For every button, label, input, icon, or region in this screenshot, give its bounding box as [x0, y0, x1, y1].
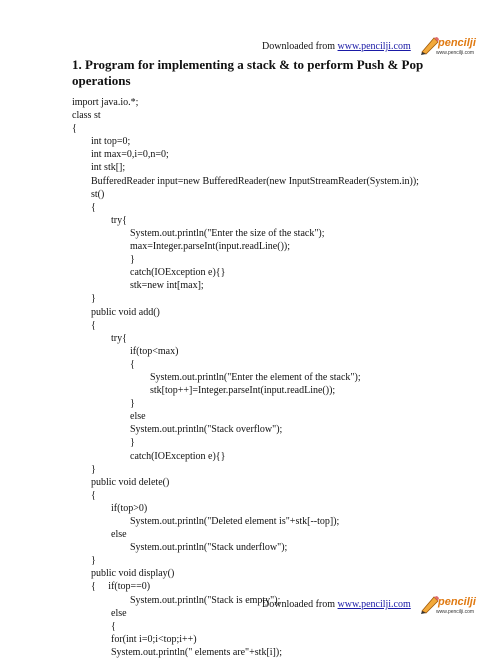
code-line: System.out.println("Stack overflow"); [130, 424, 283, 436]
page-title: 1. Program for implementing a stack & to perform Push & Pop operations [72, 57, 424, 88]
code-line: catch(IOException e){} [130, 267, 226, 279]
code-line: stk[top++]=Integer.parseInt(input.readLine()); [150, 385, 336, 397]
code-line: System.out.println(" elements are"+stk[i]); [111, 646, 282, 658]
code-line: catch(IOException e){} [130, 450, 226, 462]
footer-download-prefix: Downloaded from [262, 599, 338, 610]
code-line: System.out.println("Enter the size of the stack"); [130, 227, 325, 239]
footer-logo-brand: pencilji [438, 596, 476, 608]
code-line: { [91, 489, 96, 501]
code-line: } [130, 398, 135, 410]
header-logo-brand: pencilji [438, 37, 476, 49]
code-line: try{ [111, 214, 127, 226]
code-line: { [130, 358, 135, 370]
code-line: max=Integer.parseInt(input.readLine()); [130, 241, 291, 253]
code-line: for(int i=0;i<top;i++) [111, 633, 197, 645]
footer-download-note [262, 599, 411, 610]
code-line: if(top>0) [111, 502, 148, 514]
code-line: } [91, 555, 96, 567]
code-line: if(top<max) [130, 345, 179, 357]
code-line: public void display() [91, 568, 175, 580]
code-line: try{ [111, 332, 127, 344]
code-line: st() [91, 188, 105, 200]
code-line: } [91, 293, 96, 305]
code-line: System.out.println("Stack underflow"); [130, 542, 288, 554]
code-line: int stk[]; [91, 162, 126, 174]
code-line: else [111, 529, 127, 541]
code-line: { if(top==0) [91, 581, 151, 593]
header-download-prefix: Downloaded from [262, 41, 338, 52]
code-line: int max=0,i=0,n=0; [91, 149, 169, 161]
code-line: System.out.println("Deleted element is"+stk[--top]); [130, 516, 340, 527]
header-logo-url: www.pencilji.com [436, 50, 475, 56]
code-line: } [130, 437, 135, 449]
code-line: { [91, 319, 96, 331]
code-line: class st [72, 110, 101, 122]
header-site-link[interactable]: www.pencilji.com [337, 41, 411, 52]
code-line: import java.io.*; [72, 97, 139, 108]
header-download-note [262, 41, 411, 52]
code-line: { [91, 201, 96, 213]
code-line: } [91, 463, 96, 475]
code-line: } [130, 254, 135, 266]
footer-logo-url: www.pencilji.com [436, 609, 475, 615]
code-line: System.out.println("Enter the element of the stack"); [150, 371, 361, 383]
code-line: { [72, 123, 77, 135]
code-listing [72, 96, 419, 659]
code-line: System.out.println("Stack is empty"); [130, 594, 281, 606]
code-line: { [111, 620, 116, 632]
code-line: else [130, 411, 146, 423]
code-line: public void add() [91, 306, 160, 318]
footer-site-link[interactable]: www.pencilji.com [337, 599, 411, 610]
code-line: BufferedReader input=new BufferedReader(new InputStreamReader(System.in)); [91, 175, 419, 187]
code-line: public void delete() [91, 476, 170, 488]
code-line: int top=0; [91, 136, 131, 148]
code-line: else [111, 607, 127, 619]
footer-logo[interactable] [420, 593, 476, 619]
code-line: stk=new int[max]; [130, 280, 204, 292]
